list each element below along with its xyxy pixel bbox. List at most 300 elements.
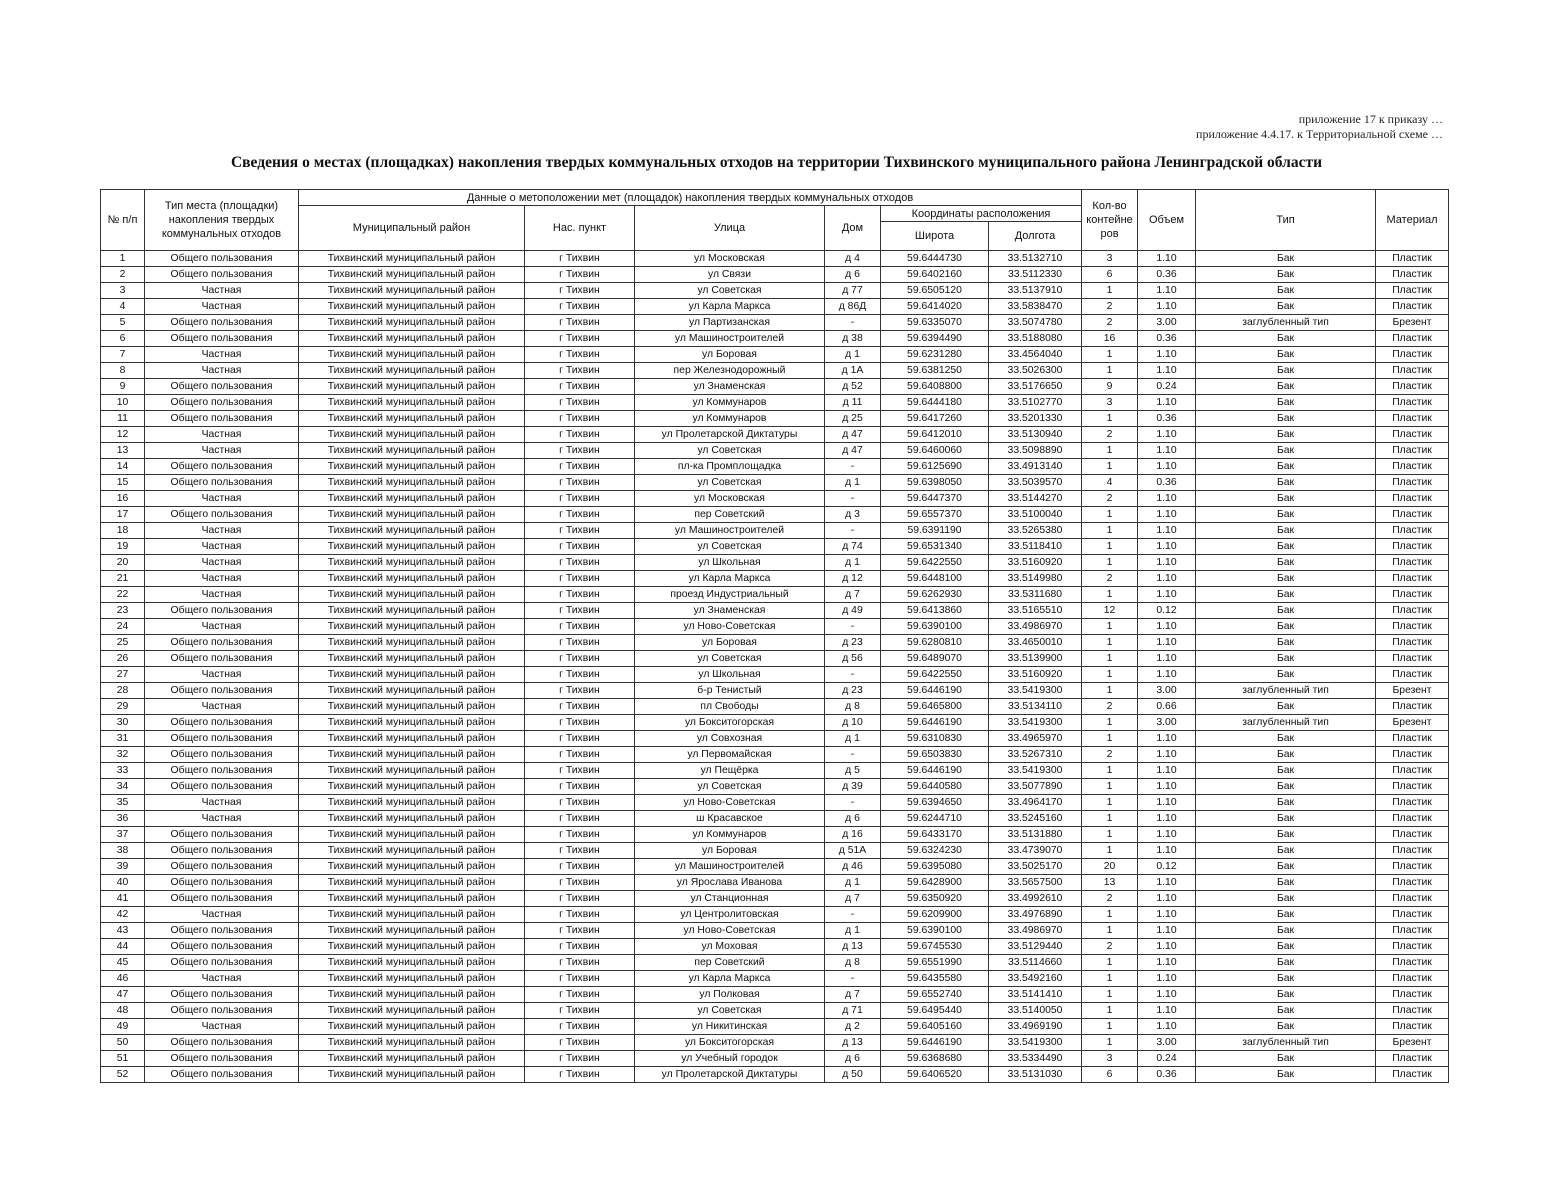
cell-type: Бак	[1196, 651, 1376, 667]
cell-num: 34	[101, 779, 145, 795]
cell-settlement: г Тихвин	[525, 923, 635, 939]
cell-lon: 33.5026300	[989, 363, 1082, 379]
cell-material: Пластик	[1376, 795, 1449, 811]
cell-num: 4	[101, 299, 145, 315]
cell-lon: 33.5838470	[989, 299, 1082, 315]
cell-volume: 1.10	[1138, 891, 1196, 907]
cell-house: -	[825, 619, 881, 635]
table-row	[101, 539, 1449, 555]
cell-count: 1	[1082, 1035, 1138, 1051]
table-row	[101, 747, 1449, 763]
cell-district: Тихвинский муниципальный район	[299, 1035, 525, 1051]
cell-lon: 33.4969190	[989, 1019, 1082, 1035]
cell-street: пл Свободы	[635, 699, 825, 715]
cell-material: Пластик	[1376, 379, 1449, 395]
cell-material: Пластик	[1376, 907, 1449, 923]
cell-district: Тихвинский муниципальный район	[299, 411, 525, 427]
cell-house: д 71	[825, 1003, 881, 1019]
cell-type: Бак	[1196, 843, 1376, 859]
cell-lat: 59.6125690	[881, 459, 989, 475]
header-location-group: Данные о метоположении мет (площадок) накопления твердых коммунальных отходов	[299, 190, 1082, 206]
cell-street: ул Карла Маркса	[635, 971, 825, 987]
cell-lat: 59.6448100	[881, 571, 989, 587]
cell-num: 39	[101, 859, 145, 875]
cell-site-type: Частная	[145, 443, 299, 459]
cell-lat: 59.6446190	[881, 1035, 989, 1051]
cell-num: 27	[101, 667, 145, 683]
cell-district: Тихвинский муниципальный район	[299, 475, 525, 491]
cell-material: Пластик	[1376, 1051, 1449, 1067]
cell-material: Пластик	[1376, 363, 1449, 379]
cell-num: 47	[101, 987, 145, 1003]
cell-volume: 3.00	[1138, 715, 1196, 731]
cell-site-type: Общего пользования	[145, 651, 299, 667]
cell-material: Пластик	[1376, 843, 1449, 859]
cell-site-type: Общего пользования	[145, 683, 299, 699]
cell-material: Брезент	[1376, 315, 1449, 331]
cell-count: 1	[1082, 907, 1138, 923]
cell-type: Бак	[1196, 443, 1376, 459]
cell-site-type: Общего пользования	[145, 603, 299, 619]
cell-lon: 33.4650010	[989, 635, 1082, 651]
cell-lat: 59.6495440	[881, 1003, 989, 1019]
cell-lon: 33.5039570	[989, 475, 1082, 491]
cell-material: Пластик	[1376, 1067, 1449, 1083]
table-row	[101, 971, 1449, 987]
cell-site-type: Общего пользования	[145, 987, 299, 1003]
cell-lat: 59.6422550	[881, 667, 989, 683]
table-row	[101, 555, 1449, 571]
cell-type: Бак	[1196, 603, 1376, 619]
cell-lon: 33.5118410	[989, 539, 1082, 555]
cell-district: Тихвинский муниципальный район	[299, 699, 525, 715]
cell-type: Бак	[1196, 779, 1376, 795]
cell-count: 1	[1082, 523, 1138, 539]
cell-settlement: г Тихвин	[525, 715, 635, 731]
cell-volume: 0.66	[1138, 699, 1196, 715]
table-row	[101, 843, 1449, 859]
cell-num: 26	[101, 651, 145, 667]
cell-house: д 11	[825, 395, 881, 411]
cell-lat: 59.6402160	[881, 267, 989, 283]
cell-lon: 33.5419300	[989, 1035, 1082, 1051]
cell-site-type: Частная	[145, 299, 299, 315]
cell-lat: 59.6557370	[881, 507, 989, 523]
cell-volume: 1.10	[1138, 667, 1196, 683]
cell-material: Пластик	[1376, 891, 1449, 907]
cell-lat: 59.6324230	[881, 843, 989, 859]
cell-lat: 59.6446190	[881, 683, 989, 699]
cell-lon: 33.4986970	[989, 619, 1082, 635]
cell-num: 42	[101, 907, 145, 923]
header-district: Муниципальный район	[299, 206, 525, 251]
cell-num: 50	[101, 1035, 145, 1051]
cell-volume: 0.36	[1138, 267, 1196, 283]
cell-material: Пластик	[1376, 283, 1449, 299]
cell-house: д 16	[825, 827, 881, 843]
cell-house: д 1	[825, 731, 881, 747]
cell-type: Бак	[1196, 587, 1376, 603]
cell-num: 30	[101, 715, 145, 731]
cell-volume: 1.10	[1138, 795, 1196, 811]
cell-volume: 0.36	[1138, 411, 1196, 427]
cell-street: ул Связи	[635, 267, 825, 283]
cell-house: д 47	[825, 427, 881, 443]
cell-house: д 49	[825, 603, 881, 619]
cell-house: д 1	[825, 555, 881, 571]
table-row	[101, 907, 1449, 923]
cell-material: Пластик	[1376, 619, 1449, 635]
cell-district: Тихвинский муниципальный район	[299, 619, 525, 635]
cell-volume: 1.10	[1138, 635, 1196, 651]
cell-street: ул Московская	[635, 251, 825, 267]
cell-district: Тихвинский муниципальный район	[299, 779, 525, 795]
cell-house: д 7	[825, 891, 881, 907]
cell-site-type: Общего пользования	[145, 875, 299, 891]
cell-material: Пластик	[1376, 347, 1449, 363]
cell-num: 28	[101, 683, 145, 699]
cell-lat: 59.6414020	[881, 299, 989, 315]
cell-site-type: Общего пользования	[145, 827, 299, 843]
cell-lon: 33.5098890	[989, 443, 1082, 459]
cell-settlement: г Тихвин	[525, 299, 635, 315]
header-material: Материал	[1376, 190, 1449, 251]
cell-street: ул Полковая	[635, 987, 825, 1003]
cell-type: Бак	[1196, 731, 1376, 747]
cell-street: ул Карла Маркса	[635, 299, 825, 315]
cell-house: д 5	[825, 763, 881, 779]
cell-street: ул Первомайская	[635, 747, 825, 763]
header-lon: Долгота	[989, 222, 1082, 251]
cell-count: 2	[1082, 299, 1138, 315]
table-row	[101, 1035, 1449, 1051]
cell-street: ул Карла Маркса	[635, 571, 825, 587]
cell-lon: 33.5025170	[989, 859, 1082, 875]
cell-house: д 3	[825, 507, 881, 523]
cell-material: Пластик	[1376, 779, 1449, 795]
cell-num: 32	[101, 747, 145, 763]
cell-lat: 59.6465800	[881, 699, 989, 715]
cell-district: Тихвинский муниципальный район	[299, 843, 525, 859]
cell-count: 1	[1082, 715, 1138, 731]
cell-type: Бак	[1196, 283, 1376, 299]
cell-house: д 46	[825, 859, 881, 875]
cell-volume: 1.10	[1138, 571, 1196, 587]
cell-material: Пластик	[1376, 875, 1449, 891]
cell-count: 1	[1082, 779, 1138, 795]
cell-type: Бак	[1196, 267, 1376, 283]
cell-street: проезд Индустриальный	[635, 587, 825, 603]
cell-lat: 59.6310830	[881, 731, 989, 747]
header-street: Улица	[635, 206, 825, 251]
cell-lon: 33.4976890	[989, 907, 1082, 923]
table-row	[101, 827, 1449, 843]
cell-district: Тихвинский муниципальный район	[299, 331, 525, 347]
cell-site-type: Общего пользования	[145, 923, 299, 939]
cell-material: Пластик	[1376, 811, 1449, 827]
cell-site-type: Частная	[145, 427, 299, 443]
cell-settlement: г Тихвин	[525, 523, 635, 539]
cell-district: Тихвинский муниципальный район	[299, 507, 525, 523]
cell-settlement: г Тихвин	[525, 555, 635, 571]
cell-material: Пластик	[1376, 939, 1449, 955]
cell-type: Бак	[1196, 699, 1376, 715]
cell-num: 19	[101, 539, 145, 555]
table-row	[101, 619, 1449, 635]
cell-house: д 77	[825, 283, 881, 299]
cell-count: 2	[1082, 315, 1138, 331]
cell-lat: 59.6394490	[881, 331, 989, 347]
cell-settlement: г Тихвин	[525, 1019, 635, 1035]
cell-lat: 59.6368680	[881, 1051, 989, 1067]
cell-street: ул Ярослава Иванова	[635, 875, 825, 891]
table-row	[101, 427, 1449, 443]
cell-site-type: Общего пользования	[145, 747, 299, 763]
cell-lon: 33.5140050	[989, 1003, 1082, 1019]
cell-settlement: г Тихвин	[525, 363, 635, 379]
cell-material: Пластик	[1376, 411, 1449, 427]
table-row	[101, 491, 1449, 507]
cell-settlement: г Тихвин	[525, 827, 635, 843]
cell-num: 10	[101, 395, 145, 411]
cell-count: 3	[1082, 1051, 1138, 1067]
cell-settlement: г Тихвин	[525, 699, 635, 715]
table-row	[101, 411, 1449, 427]
cell-street: ул Советская	[635, 283, 825, 299]
cell-district: Тихвинский муниципальный район	[299, 603, 525, 619]
cell-site-type: Общего пользования	[145, 891, 299, 907]
cell-lat: 59.6745530	[881, 939, 989, 955]
cell-street: ул Советская	[635, 443, 825, 459]
cell-lon: 33.5245160	[989, 811, 1082, 827]
cell-settlement: г Тихвин	[525, 971, 635, 987]
cell-house: д 1	[825, 875, 881, 891]
cell-volume: 1.10	[1138, 619, 1196, 635]
cell-street: ш Красавское	[635, 811, 825, 827]
cell-settlement: г Тихвин	[525, 1003, 635, 1019]
cell-type: Бак	[1196, 459, 1376, 475]
cell-count: 1	[1082, 955, 1138, 971]
cell-street: пер Советский	[635, 507, 825, 523]
cell-settlement: г Тихвин	[525, 843, 635, 859]
cell-volume: 1.10	[1138, 363, 1196, 379]
cell-street: ул Ново-Советская	[635, 923, 825, 939]
cell-num: 31	[101, 731, 145, 747]
cell-lon: 33.5074780	[989, 315, 1082, 331]
cell-lon: 33.5160920	[989, 555, 1082, 571]
cell-lon: 33.5419300	[989, 683, 1082, 699]
cell-type: Бак	[1196, 859, 1376, 875]
cell-count: 6	[1082, 267, 1138, 283]
cell-lon: 33.5141410	[989, 987, 1082, 1003]
cell-lon: 33.5102770	[989, 395, 1082, 411]
cell-settlement: г Тихвин	[525, 1035, 635, 1051]
cell-volume: 1.10	[1138, 811, 1196, 827]
cell-street: ул Станционная	[635, 891, 825, 907]
table-row	[101, 683, 1449, 699]
table-row	[101, 571, 1449, 587]
cell-district: Тихвинский муниципальный район	[299, 859, 525, 875]
cell-type: Бак	[1196, 555, 1376, 571]
cell-lat: 59.6391190	[881, 523, 989, 539]
cell-count: 2	[1082, 491, 1138, 507]
cell-site-type: Общего пользования	[145, 331, 299, 347]
cell-lon: 33.5311680	[989, 587, 1082, 603]
cell-lon: 33.5149980	[989, 571, 1082, 587]
cell-count: 1	[1082, 811, 1138, 827]
cell-settlement: г Тихвин	[525, 811, 635, 827]
cell-lat: 59.6435580	[881, 971, 989, 987]
cell-volume: 1.10	[1138, 395, 1196, 411]
header-coords-group: Координаты расположения	[881, 206, 1082, 222]
cell-house: д 51А	[825, 843, 881, 859]
cell-district: Тихвинский муниципальный район	[299, 1019, 525, 1035]
header-type: Тип	[1196, 190, 1376, 251]
table-row	[101, 395, 1449, 411]
cell-lat: 59.6280810	[881, 635, 989, 651]
cell-lon: 33.5114660	[989, 955, 1082, 971]
cell-material: Пластик	[1376, 763, 1449, 779]
cell-type: Бак	[1196, 763, 1376, 779]
cell-lat: 59.6390100	[881, 619, 989, 635]
cell-house: д 6	[825, 811, 881, 827]
cell-type: Бак	[1196, 971, 1376, 987]
cell-material: Брезент	[1376, 715, 1449, 731]
cell-volume: 1.10	[1138, 555, 1196, 571]
table-row	[101, 331, 1449, 347]
cell-settlement: г Тихвин	[525, 955, 635, 971]
cell-lon: 33.5137910	[989, 283, 1082, 299]
cell-num: 44	[101, 939, 145, 955]
cell-district: Тихвинский муниципальный район	[299, 427, 525, 443]
cell-count: 1	[1082, 539, 1138, 555]
cell-lon: 33.5131880	[989, 827, 1082, 843]
cell-type: Бак	[1196, 955, 1376, 971]
cell-lon: 33.4564040	[989, 347, 1082, 363]
cell-count: 12	[1082, 603, 1138, 619]
cell-num: 3	[101, 283, 145, 299]
cell-settlement: г Тихвин	[525, 539, 635, 555]
cell-count: 1	[1082, 987, 1138, 1003]
cell-type: Бак	[1196, 395, 1376, 411]
cell-settlement: г Тихвин	[525, 619, 635, 635]
cell-street: ул Советская	[635, 1003, 825, 1019]
cell-material: Пластик	[1376, 443, 1449, 459]
cell-num: 33	[101, 763, 145, 779]
table-row	[101, 507, 1449, 523]
cell-lat: 59.6446190	[881, 763, 989, 779]
cell-material: Пластик	[1376, 459, 1449, 475]
cell-volume: 0.12	[1138, 603, 1196, 619]
cell-type: Бак	[1196, 363, 1376, 379]
cell-house: д 6	[825, 1051, 881, 1067]
cell-house: д 1	[825, 923, 881, 939]
cell-volume: 1.10	[1138, 491, 1196, 507]
cell-site-type: Частная	[145, 363, 299, 379]
cell-volume: 0.36	[1138, 1067, 1196, 1083]
cell-count: 1	[1082, 731, 1138, 747]
cell-num: 20	[101, 555, 145, 571]
cell-material: Пластик	[1376, 475, 1449, 491]
table-row	[101, 923, 1449, 939]
cell-lat: 59.6417260	[881, 411, 989, 427]
table-row	[101, 1019, 1449, 1035]
cell-volume: 1.10	[1138, 875, 1196, 891]
cell-material: Пластик	[1376, 395, 1449, 411]
cell-lat: 59.6444730	[881, 251, 989, 267]
cell-site-type: Общего пользования	[145, 1051, 299, 1067]
cell-count: 1	[1082, 667, 1138, 683]
cell-count: 1	[1082, 827, 1138, 843]
cell-site-type: Частная	[145, 571, 299, 587]
cell-count: 1	[1082, 923, 1138, 939]
cell-street: ул Боровая	[635, 635, 825, 651]
cell-num: 48	[101, 1003, 145, 1019]
cell-num: 11	[101, 411, 145, 427]
cell-district: Тихвинский муниципальный район	[299, 347, 525, 363]
cell-site-type: Частная	[145, 555, 299, 571]
cell-street: ул Коммунаров	[635, 395, 825, 411]
cell-lon: 33.4992610	[989, 891, 1082, 907]
cell-lat: 59.6262930	[881, 587, 989, 603]
cell-lat: 59.6398050	[881, 475, 989, 491]
cell-house: д 39	[825, 779, 881, 795]
cell-settlement: г Тихвин	[525, 491, 635, 507]
cell-material: Пластик	[1376, 827, 1449, 843]
cell-house: д 13	[825, 939, 881, 955]
cell-lat: 59.6505120	[881, 283, 989, 299]
cell-street: ул Партизанская	[635, 315, 825, 331]
cell-num: 8	[101, 363, 145, 379]
cell-settlement: г Тихвин	[525, 779, 635, 795]
cell-settlement: г Тихвин	[525, 603, 635, 619]
cell-street: ул Советская	[635, 779, 825, 795]
cell-volume: 3.00	[1138, 683, 1196, 699]
cell-volume: 0.24	[1138, 1051, 1196, 1067]
cell-count: 1	[1082, 555, 1138, 571]
cell-volume: 1.10	[1138, 907, 1196, 923]
cell-num: 52	[101, 1067, 145, 1083]
cell-volume: 1.10	[1138, 459, 1196, 475]
cell-house: -	[825, 315, 881, 331]
cell-street: ул Пещёрка	[635, 763, 825, 779]
cell-type: Бак	[1196, 331, 1376, 347]
table-row	[101, 475, 1449, 491]
cell-district: Тихвинский муниципальный район	[299, 747, 525, 763]
cell-volume: 1.10	[1138, 523, 1196, 539]
cell-house: д 1А	[825, 363, 881, 379]
cell-material: Брезент	[1376, 1035, 1449, 1051]
cell-type: Бак	[1196, 795, 1376, 811]
cell-lat: 59.6552740	[881, 987, 989, 1003]
cell-type: Бак	[1196, 667, 1376, 683]
cell-num: 5	[101, 315, 145, 331]
cell-volume: 1.10	[1138, 731, 1196, 747]
cell-site-type: Общего пользования	[145, 411, 299, 427]
cell-street: ул Машиностроителей	[635, 859, 825, 875]
cell-settlement: г Тихвин	[525, 651, 635, 667]
cell-num: 9	[101, 379, 145, 395]
cell-house: д 13	[825, 1035, 881, 1051]
cell-count: 16	[1082, 331, 1138, 347]
cell-num: 40	[101, 875, 145, 891]
cell-lon: 33.5188080	[989, 331, 1082, 347]
cell-site-type: Частная	[145, 491, 299, 507]
cell-street: ул Машиностроителей	[635, 523, 825, 539]
table-row	[101, 779, 1449, 795]
cell-lon: 33.5129440	[989, 939, 1082, 955]
cell-lat: 59.6531340	[881, 539, 989, 555]
